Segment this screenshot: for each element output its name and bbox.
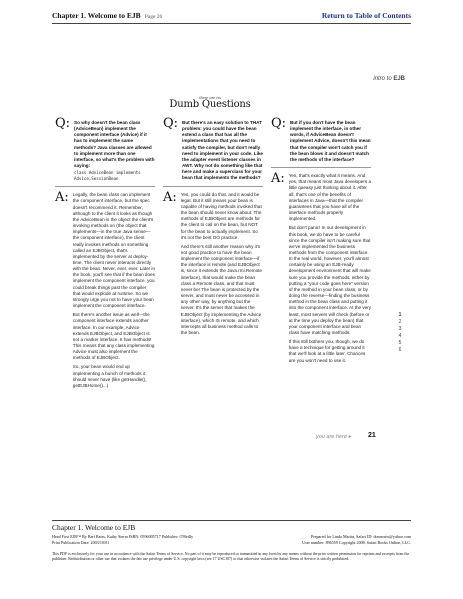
answer-paragraph: And there's still another reason why it's not good practice to have the bean implement the component interface—if the interface is remote (and EJBObject is, since it extends the Java.rmi.Remote interface), that would make the bean class a Remote class, and that must never be! The bean is protected by the server, and must never be accessed in any other way, by anything but the server. It's the server that makes the EJBObject (by implementing the Advice interface), which IS remote, and which intercepts all business method calls to the bean. <box>180 243 262 335</box>
answer-block <box>271 173 371 364</box>
a-mark-icon: A: <box>163 189 177 205</box>
qa-column-3 <box>271 118 371 364</box>
footer-divider <box>52 520 411 521</box>
answer-paragraph: Yes, that's exactly what it means. And yes, that means most Java developers a little queasy just thinking about it. After all, that's one of the benefits of interfaces in Java—that the compiler guarantees that you have all of the interface methods properly implemented. <box>288 173 371 222</box>
answer-paragraph: Legally, the bean class can implement the component interface, but the spec doesn't recommend it. Remember, although to the client it looks as though the AdviceBean is the object the client's invoking methods on (the object that implements—in the true Java sense—the component interface), the client really invokes methods on something called an EJBObject, that's implemented by the server at deploy-time. The client never interacts directly with the bean. Never, ever, ever. Later in the book, you'll see that if the bean does implement the component interface, you could break things past the compiler that would explode at runtime. So we strongly urge you not to have your bean implement the component interface. <box>72 192 156 309</box>
qa-divider <box>271 167 371 168</box>
footer-publication-date: Print Publication Date: 2003/10/01 <box>52 540 110 545</box>
page-label: Page 26 <box>144 14 163 20</box>
chapter-tag <box>373 76 405 82</box>
code-snippet: class AdviceBean implements Advice,SessionBean <box>74 170 141 182</box>
qa-divider <box>163 186 263 187</box>
question-text: So why doesn't the bean class (AdviceBean) implement the component interface (Advice) if it has to implement the same methods? Java classes are allowed to implement more than one interface, so what's the problem with saying: <box>74 120 155 169</box>
chapter-tag-name: EJB <box>393 76 405 82</box>
footer-terms-notice: This PDF is exclusively for your use in accordance with the Safari Terms of Service. No part of it may be reproduced or transmitted in any form by any means without the prior written permission for reprints and excerpts from the publisher. Redistribution or other use that violates the fair use privilege under U.S. copyright laws (see 17 USC107) or that otherwise violates the Safari Terms of Service is strictly prohibited. <box>52 552 410 561</box>
you-are-here-label: you are here ▸ <box>316 434 352 440</box>
answer-block <box>163 189 263 337</box>
question-text: But if you don't have the bean implement the interface, in other words, if AdviceBean doesn't implement Advice, doesn't this mean that the compiler won't catch you if the bean blows it and doesn't match the methods of the interface? <box>290 120 371 162</box>
answer-paragraph: Yes, you could do that, and it would be legal. But it still means your bean is capable of having methods invoked that the bean should never know about. The methods of EJBObject are methods for the client to call on the bean, but NOT for the bean to actually implement. So it's not the best OO practice. <box>180 191 262 240</box>
chapter-side-link[interactable]: 2 <box>398 319 402 325</box>
a-mark-icon: A: <box>55 190 69 206</box>
page-number: 21 <box>368 432 376 439</box>
footer-prepared-for: Prepared for Linda Martin, Safari ID: donnorris@yahoo.com <box>311 534 411 539</box>
question-block <box>163 118 263 182</box>
toc-link[interactable]: Return to Table of Contents <box>321 11 411 20</box>
q-mark-icon: Q: <box>55 116 71 131</box>
footer-book-info: Head First EJB™ By Bert Bates, Kathy Sierra ISBN: 0596005717 Publisher: O'Reilly <box>52 534 194 539</box>
question-block <box>271 118 371 163</box>
answer-paragraph: So, your bean would end up implementing a bunch of methods it should never have (like getHandle(), getEJBHome()...) <box>72 364 147 388</box>
section-heading-small: there are no <box>199 95 221 100</box>
top-bar <box>0 0 463 28</box>
chapter-side-link[interactable]: 1 <box>398 312 402 318</box>
footer-chapter-title: Chapter 1. Welcome to EJB <box>52 523 136 532</box>
qa-column-1 <box>55 118 155 389</box>
chapter-side-link[interactable]: 4 <box>398 333 402 339</box>
question-block <box>55 118 155 182</box>
answer-block <box>55 192 155 389</box>
breadcrumb <box>52 11 162 20</box>
header-divider <box>52 23 411 24</box>
chapter-side-link[interactable]: 3 <box>398 326 402 332</box>
question-text: But there's an easy solution to THAT problem: you could have the bean extend a class that has all the implementations that you need to satisfy the compiler, but don't really need to implement in your code. Like the adapter event listener classes in AWT. Why not do something like that here and make a superclass for your bean that implements the methods? <box>182 120 263 181</box>
chapter-side-link[interactable]: 5 <box>398 340 402 346</box>
answer-paragraph: If this still bothers you, though, we do have a technique for getting around it that we'll look at a little later. Chances are you won't need to use it. <box>288 339 366 363</box>
section-heading <box>160 95 260 110</box>
footer-copyright: User number: 896559 Copyright 2008, Safari Books Online, LLC. <box>302 540 411 545</box>
answer-paragraph: But don't panic! In our development in this book, we do have to be careful since the compiler isn't making sure that we've implemented the business methods from the component interface. In the real world, however, you'll almost certainly be using an EJB-ready development environment that will make sure you provide the methods, either by putting a "your code goes here" version of the method in your bean class, or by doing the reverse—finding the business method in the bean class and putting it into the component interface. At the very least, most servers will check (before or at the time you deploy the bean) that your component interface and bean class have matching methods. <box>288 225 372 335</box>
breadcrumb-chapter: Chapter 1. Welcome to EJB <box>52 11 141 20</box>
answer-paragraph: But there's another issue as well—the component interface extends another interface. In our example, Advice extends EJBObject, and EJBObject is not a marker interface. It has methods! This means that any class implementing Advice must also implement the methods of EJBObject. <box>72 312 155 361</box>
q-mark-icon: Q: <box>271 116 287 131</box>
chapter-side-link[interactable]: 6 <box>398 347 402 353</box>
a-mark-icon: A: <box>271 171 285 187</box>
chapter-tag-prefix: intro to <box>373 76 392 82</box>
section-heading-title: Dumb Questions <box>169 99 251 110</box>
qa-divider <box>55 186 155 187</box>
chapter-side-nav <box>397 312 403 354</box>
q-mark-icon: Q: <box>163 116 179 131</box>
qa-column-2 <box>163 118 263 336</box>
